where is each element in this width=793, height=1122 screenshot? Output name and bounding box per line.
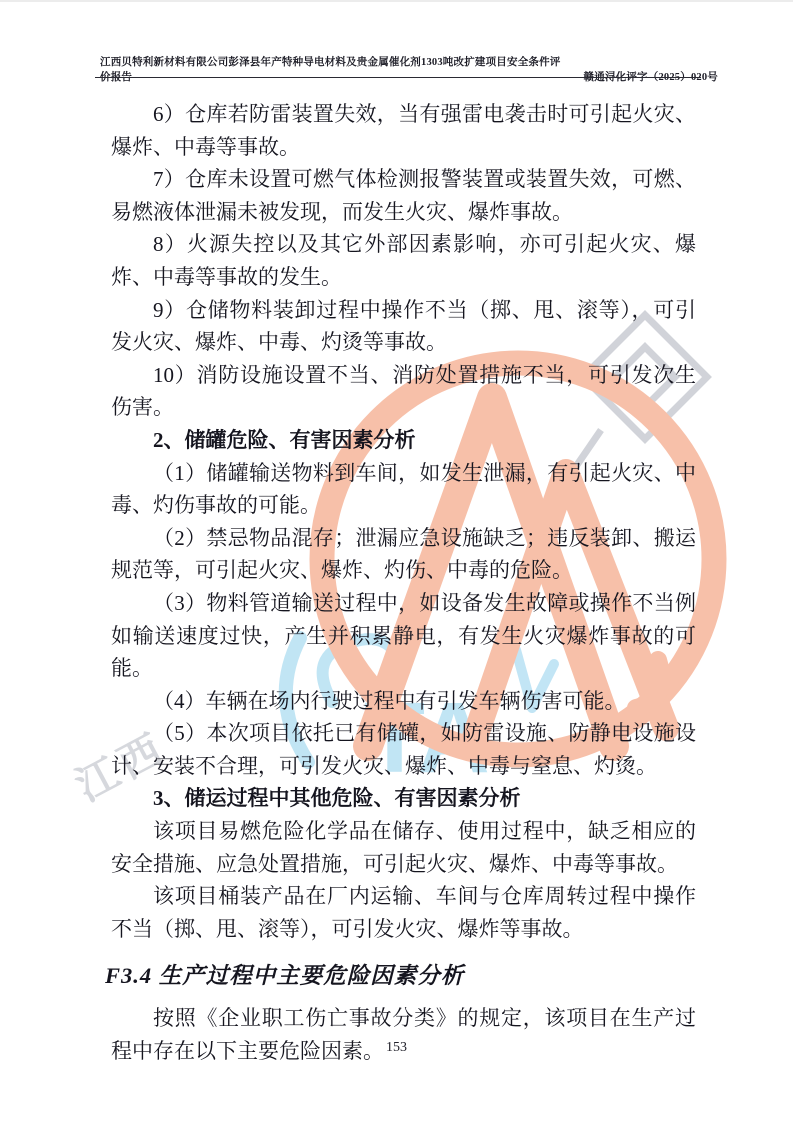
paragraph: 9）仓储物料装卸过程中操作不当（掷、甩、滚等），可引发火灾、爆炸、中毒、灼烫等事故。: [111, 297, 696, 355]
paragraph: 6）仓库若防雷装置失效，当有强雷电袭击时可引起火灾、爆炸、中毒等事故。: [111, 102, 696, 159]
paragraph: 按照《企业职工伤亡事故分类》的规定，该项目在生产过程中存在以下主要危险因素。: [111, 1006, 696, 1063]
paragraph: （2）禁忌物品混存；泄漏应急设施缺乏；违反装卸、搬运规范等，可引起火灾、爆炸、灼伤、中毒的危险。: [111, 525, 696, 583]
page-number: 153: [386, 1040, 407, 1055]
paragraph: （5）本次项目依托已有储罐，如防雷设施、防静电设施设计、安装不合理，可引发火灾、爆炸、中毒与窒息、灼烫。: [111, 721, 696, 778]
paragraph: 该项目桶装产品在厂内运输、车间与仓库周转过程中操作不当（掷、甩、滚等），可引发火灾、爆炸等事故。: [111, 884, 696, 941]
header-report-title: 江西贝特利新材料有限公司彭泽县年产特种导电材料及贵金属催化剂1303吨改扩建项目安全条件评价报告: [100, 57, 561, 83]
paragraph: 该项目易燃危险化学品在储存、使用过程中，缺乏相应的安全措施、应急处置措施，可引起火灾、爆炸、中毒等事故。: [111, 819, 696, 876]
page-header: [100, 54, 718, 84]
paragraph: （1）储罐输送物料到车间，如发生泄漏，有引起火灾、中毒、灼伤事故的可能。: [111, 460, 696, 518]
paragraph: 7）仓库未设置可燃气体检测报警装置或装置失效，可燃、易燃液体泄漏未被发现，而发生火灾、爆炸事故。: [111, 167, 696, 224]
header-document-number: 赣通浔化评字（2025）020号: [583, 72, 718, 83]
body-paragraphs: [105, 98, 696, 1067]
section-heading: F3.4 生产过程中主要危险因素分析: [105, 963, 465, 989]
paragraph: 2、储罐危险、有害因素分析: [153, 427, 416, 452]
paragraph: 8）火源失控以及其它外部因素影响，亦可引起火灾、爆炸、中毒等事故的发生。: [111, 232, 696, 289]
gray-text-watermark: 江西: [69, 725, 176, 811]
paragraph: （4）车辆在场内行驶过程中有引发车辆伤害可能。: [153, 688, 626, 713]
paragraph: 10）消防设施设置不当、消防处置措施不当，可引发次生伤害。: [111, 362, 696, 420]
blue-letters-watermark: TA: [364, 682, 490, 794]
paragraph: 3、储运过程中其他危险、有害因素分析: [153, 786, 521, 811]
header-divider: [95, 77, 701, 78]
paragraph: （3）物料管道输送过程中，如设备发生故障或操作不当例如输送速度过快，产生并积累静电，有发生火灾爆炸事故的可能。: [111, 590, 696, 681]
